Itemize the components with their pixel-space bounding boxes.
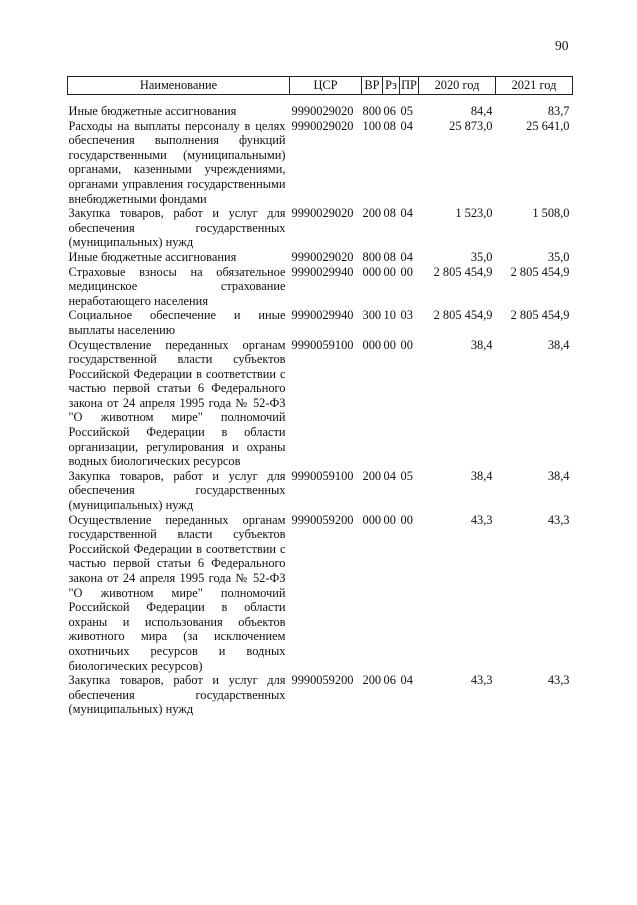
row-vr: 100 — [362, 118, 382, 133]
row-value-2021: 2 805 454,9 — [510, 264, 570, 279]
table-row — [68, 250, 573, 265]
row-csr: 9990029940 — [291, 308, 354, 323]
table-row — [68, 119, 573, 207]
row-pr: 00 — [400, 337, 413, 352]
row-value-2020: 2 805 454,9 — [433, 308, 493, 323]
row-value-2021: 2 805 454,9 — [510, 308, 570, 323]
row-name: Расходы на выплаты персоналу в целях обеспечения выполнения функций государственными (муниципальными) органами, казенными учреждениями, органами управления государственными внебюджетными фондами — [68, 118, 286, 206]
budget-table — [67, 76, 573, 717]
row-name: Осуществление переданных органам государственной власти субъектов Российской Федерации в соответствии с частью первой статьи 6 Федерального закона от 24 апреля 1995 года № 52-ФЗ "О животном мире" полномочий Российской Федерации в области охраны и использования объектов животного мира (за исключением охотничьих ресурсов и водных биологических ресурсов) — [68, 512, 286, 673]
table-row — [68, 513, 573, 674]
row-value-2021: 25 641,0 — [526, 118, 570, 133]
row-value-2020: 84,4 — [470, 104, 493, 118]
row-name: Закупка товаров, работ и услуг для обеспечения государственных (муниципальных) нужд — [68, 468, 286, 513]
row-value-2020: 43,3 — [470, 512, 493, 527]
header-vr: ВР — [362, 77, 383, 95]
row-vr: 200 — [362, 673, 382, 688]
row-rz: 08 — [383, 206, 396, 221]
header-rz: Рз — [383, 77, 400, 95]
header-2021: 2021 год — [496, 77, 573, 95]
row-vr: 000 — [362, 337, 382, 352]
row-csr: 9990029020 — [291, 118, 354, 133]
header-2020: 2020 год — [419, 77, 496, 95]
header-csr: ЦСР — [290, 77, 362, 95]
row-rz: 00 — [383, 512, 396, 527]
row-name: Закупка товаров, работ и услуг для обеспечения государственных (муниципальных) нужд — [68, 673, 286, 717]
row-csr: 9990029020 — [291, 104, 354, 118]
row-rz: 06 — [383, 673, 396, 688]
header-name: Наименование — [68, 77, 290, 95]
table-row — [68, 469, 573, 513]
table-header-row — [68, 77, 573, 95]
row-pr: 04 — [400, 118, 413, 133]
table-row — [68, 308, 573, 337]
row-rz: 06 — [383, 104, 396, 118]
row-value-2021: 43,3 — [547, 512, 570, 527]
row-value-2020: 25 873,0 — [449, 118, 493, 133]
row-value-2021: 38,4 — [547, 337, 570, 352]
row-value-2020: 1 523,0 — [455, 206, 493, 221]
row-name: Иные бюджетные ассигнования — [68, 249, 237, 264]
row-csr: 9990029940 — [291, 264, 354, 279]
row-name: Закупка товаров, работ и услуг для обеспечения государственных (муниципальных) нужд — [68, 206, 286, 250]
row-value-2020: 38,4 — [470, 337, 493, 352]
row-value-2020: 38,4 — [470, 468, 493, 483]
row-rz: 10 — [383, 308, 396, 323]
row-name: Социальное обеспечение и иные выплаты населению — [68, 308, 286, 337]
row-rz: 08 — [383, 249, 396, 264]
row-vr: 000 — [362, 264, 382, 279]
row-value-2020: 43,3 — [470, 673, 493, 688]
row-value-2021: 83,7 — [547, 104, 570, 118]
table-row — [68, 673, 573, 717]
row-csr: 9990059200 — [291, 512, 354, 527]
row-rz: 00 — [383, 264, 396, 279]
table-row — [68, 206, 573, 250]
row-value-2020: 2 805 454,9 — [433, 264, 493, 279]
row-name: Осуществление переданных органам государственной власти субъектов Российской Федерации в соответствии с частью первой статьи 6 Федерального закона от 24 апреля 1995 года № 52-ФЗ "О животном мире" полномочий Российской Федерации в области организации, регулирования и охраны водных биологических ресурсов — [68, 337, 286, 469]
row-vr: 800 — [362, 104, 382, 118]
row-pr: 05 — [400, 468, 413, 483]
row-value-2021: 1 508,0 — [532, 206, 570, 221]
row-name: Иные бюджетные ассигнования — [68, 104, 237, 118]
table-row — [68, 265, 573, 309]
row-csr: 9990059100 — [291, 337, 354, 352]
row-value-2021: 43,3 — [547, 673, 570, 688]
row-pr: 04 — [400, 206, 413, 221]
header-pr: ПР — [400, 77, 419, 95]
row-vr: 200 — [362, 206, 382, 221]
row-rz: 04 — [383, 468, 396, 483]
row-csr: 9990059200 — [291, 673, 354, 688]
row-rz: 08 — [383, 118, 396, 133]
row-value-2020: 35,0 — [470, 249, 493, 264]
row-value-2021: 38,4 — [547, 468, 570, 483]
row-csr: 9990059100 — [291, 468, 354, 483]
row-pr: 00 — [400, 512, 413, 527]
row-pr: 00 — [400, 264, 413, 279]
row-vr: 800 — [362, 249, 382, 264]
table-row — [68, 104, 573, 119]
row-name: Страховые взносы на обязательное медицинское страхование неработающего населения — [68, 264, 286, 308]
row-csr: 9990029020 — [291, 249, 354, 264]
row-vr: 000 — [362, 512, 382, 527]
row-vr: 300 — [362, 308, 382, 323]
row-rz: 00 — [383, 337, 396, 352]
page-number: 90 — [555, 38, 569, 53]
row-value-2021: 35,0 — [547, 249, 570, 264]
table-row — [68, 338, 573, 469]
row-pr: 03 — [400, 308, 413, 323]
row-pr: 04 — [400, 673, 413, 688]
row-pr: 05 — [400, 104, 413, 118]
row-vr: 200 — [362, 468, 382, 483]
row-pr: 04 — [400, 249, 413, 264]
row-csr: 9990029020 — [291, 206, 354, 221]
